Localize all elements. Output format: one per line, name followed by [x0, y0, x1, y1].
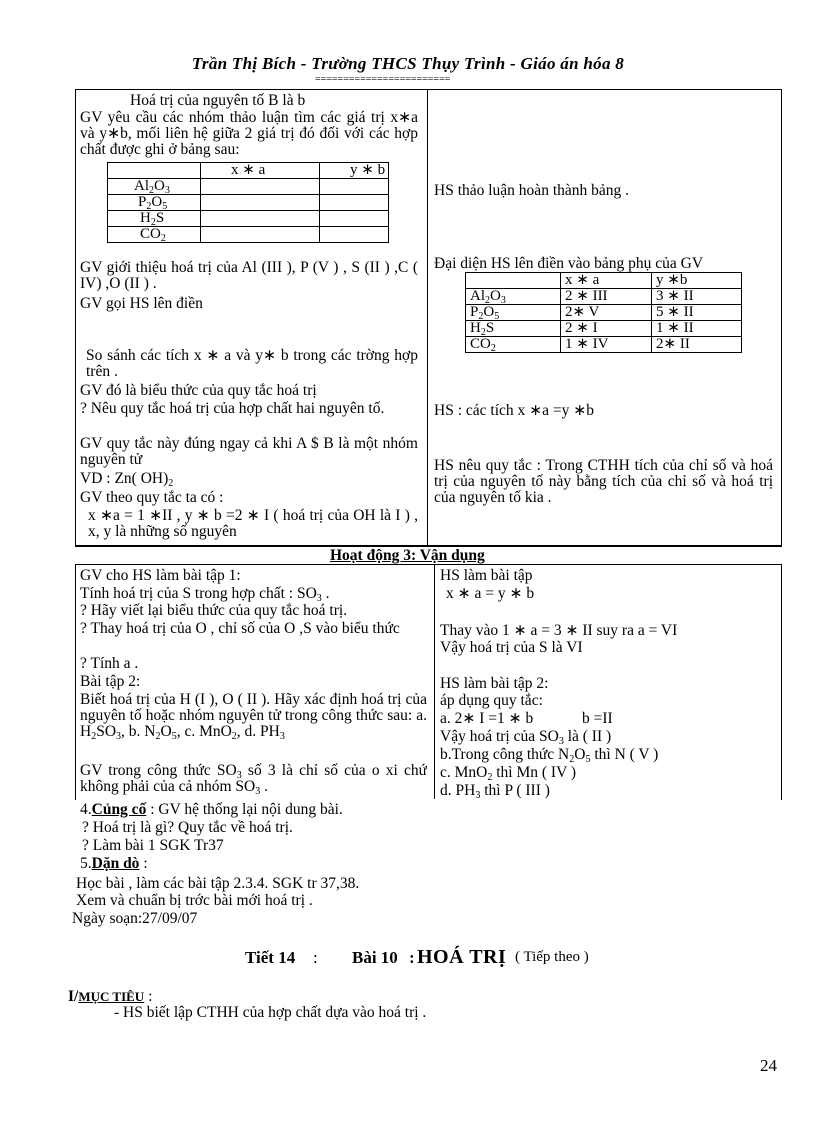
activity-right-line: c. MnO$_2$ thì Mn ( IV )	[440, 764, 577, 783]
filled-table-header: x ∗ a	[561, 273, 652, 289]
objectives-heading	[68, 989, 152, 1005]
filled-table	[465, 272, 742, 353]
activity-left-paragraph: Biết hoá trị của H (I ), O ( II ). Hãy xác định hoá trị của nguyên tố hoặc nhóm nguyên tử trong công thức sau: a. $H_2SO_3$, b. $N_2O_5$, c. MnO$_2$, d. $PH_3$	[80, 691, 427, 742]
heading-rule	[75, 545, 781, 546]
blank-table-header: y ∗ b	[320, 163, 389, 179]
lesson-name: HOÁ TRỊ	[417, 946, 507, 968]
left-line: GV đó là biểu thức của quy tắc hoá trị	[80, 382, 317, 399]
homework-item: Xem và chuẩn bị trớc bài mới hoá trị .	[76, 892, 313, 909]
activity-right-line: Vậy hoá trị của $SO_3$ là ( II )	[440, 728, 612, 747]
left-paragraph: x ∗a = 1 ∗II , y ∗ b =2 ∗ I ( hoá trị của OH là I ) , x, y là những số nguyên	[88, 508, 418, 540]
header-rule: ========================	[315, 74, 451, 85]
activity-left-line: ? Tính a .	[80, 655, 139, 672]
column-divider	[434, 564, 435, 799]
lesson-colon: :	[409, 948, 415, 967]
left-paragraph: GV yêu cầu các nhóm thảo luận tìm các giá trị x∗a và y∗b, mối liên hệ giữa 2 giá trị đó đối với các hợp chất được ghi ở bảng sau:	[80, 109, 418, 158]
homework-item: Học bài , làm các bài tập 2.3.4. SGK tr 37,38.	[76, 875, 360, 892]
lesson-subtitle: ( Tiếp theo )	[515, 949, 589, 965]
objective-item: - HS biết lập CTHH của hợp chất dựa vào hoá trị .	[114, 1004, 427, 1021]
left-paragraph: GV giới thiệu hoá trị của Al (III ), P (V ) , S (II ) ,C ( IV) ,O (II ) .	[80, 259, 418, 292]
right-line: HS : các tích x ∗a =y ∗b	[434, 402, 594, 419]
activity-right-line: Vậy hoá trị của S là VI	[440, 639, 583, 656]
consolidation-label: Củng cố	[91, 801, 147, 818]
table-cell: 5 ∗ II	[652, 305, 742, 321]
compound-cell: $Al_2O_3$	[466, 289, 561, 305]
activity-right-line: d. $PH_3$ thì P ( III )	[440, 783, 550, 800]
activity-right-line: x ∗ a = y ∗ b	[446, 585, 535, 602]
section-number: 5.	[80, 855, 92, 872]
left-paragraph: GV quy tắc này đúng ngay cả khi A $ B là một nhóm nguyên tử	[80, 435, 418, 468]
activity-right-line: Thay vào 1 ∗ a = 3 ∗ II suy ra a = VI	[440, 622, 678, 639]
consolidation-item: ? Hoá trị là gì? Quy tắc về hoá trị.	[82, 819, 293, 836]
activity-left-line: Tính hoá trị của S trong hợp chất : $SO_3$ .	[80, 585, 330, 604]
objectives-colon: :	[144, 988, 153, 1005]
activity-left-line: ? Hãy viết lại biểu thức của quy tắc hoá trị.	[80, 602, 348, 619]
left-paragraph: So sánh các tích x ∗ a và y∗ b trong các trờng hợp trên .	[86, 347, 418, 380]
activity-heading: Hoạt động 3: Vận dụng	[330, 547, 485, 564]
activity-left-line: Bài tập 2:	[80, 673, 141, 690]
blank-table	[107, 162, 389, 243]
activity-left-paragraph: ? Thay hoá trị của O , chỉ số của O ,S vào biểu thức	[80, 620, 400, 637]
consolidation-item: ? Làm bài 1 SGK Tr37	[82, 837, 224, 854]
activity-right-line: HS làm bài tập	[440, 567, 533, 584]
compound-cell: $CO_2$	[108, 227, 201, 243]
activity-right-line: a. 2∗ I =1 ∗ b	[440, 710, 534, 727]
prep-date: Ngày soạn:27/09/07	[72, 910, 198, 927]
consolidation-text: : GV hệ thống lại nội dung bài.	[146, 801, 343, 818]
table-cell: 2∗ II	[652, 337, 742, 353]
homework-colon: :	[139, 855, 148, 872]
blank-table-header: x ∗ a	[201, 163, 320, 179]
compound-cell: $P_2O_5$	[108, 195, 201, 211]
objectives-number: I/	[68, 988, 79, 1005]
left-line: VD : Zn( $OH)_2$	[80, 470, 174, 489]
left-paragraph: ? Nêu quy tắc hoá trị của hợp chất hai nguyên tố.	[80, 400, 385, 417]
compound-cell: $H_2S$	[466, 321, 561, 337]
table-cell: 2∗ V	[561, 305, 652, 321]
homework-heading	[80, 856, 148, 872]
table-cell: 2 ∗ III	[561, 289, 652, 305]
lesson-colon: :	[313, 948, 318, 967]
left-line: GV theo quy tắc ta có :	[80, 489, 224, 506]
table-cell: 3 ∗ II	[652, 289, 742, 305]
activity-right-line: áp dụng quy tắc:	[440, 692, 543, 709]
activity-left-paragraph: GV trong công thức $SO_3$ số 3 là chỉ số của o xi chứ không phải của cả nhóm $SO_3$ .	[80, 763, 427, 797]
activity-right-line: b.Trong công thức $N_2O_5$ thì N ( V )	[440, 746, 659, 765]
consolidation-line	[80, 802, 343, 818]
page-number: 24	[760, 1056, 777, 1075]
compound-cell: $Al_2O_3$	[108, 179, 201, 195]
left-line: Hoá trị của nguyên tố B là b	[130, 92, 306, 109]
column-divider	[427, 89, 428, 547]
compound-cell: $H_2S$	[108, 211, 201, 227]
table-cell: 1 ∗ IV	[561, 337, 652, 353]
right-line: HS thảo luận hoàn thành bảng .	[434, 182, 630, 199]
compound-cell: $CO_2$	[466, 337, 561, 353]
activity-right-line: HS làm bài tập 2:	[440, 675, 549, 692]
section-number: 4.	[80, 801, 92, 818]
table-cell: 2 ∗ I	[561, 321, 652, 337]
lesson-bai: Bài 10	[352, 948, 398, 967]
page-header: Trần Thị Bích - Trường THCS Thụy Trình - Giáo án hóa 8	[191, 54, 625, 73]
left-line: GV gọi HS lên điền	[80, 295, 203, 312]
activity-right-line: b =II	[582, 710, 613, 727]
homework-label: Dặn dò	[91, 855, 140, 872]
right-paragraph: HS nêu quy tắc : Trong CTHH tích của chỉ số và hoá trị của nguyên tố này bằng tích của chỉ số và hoá trị của nguyên tố kia .	[434, 457, 773, 506]
lesson-number: Tiết 14	[245, 948, 296, 967]
compound-cell: $P_2O_5$	[466, 305, 561, 321]
activity-left-line: GV cho HS làm bài tập 1:	[80, 567, 241, 584]
objectives-label: MỤC TIÊU	[78, 989, 145, 1004]
filled-table-header: y ∗b	[652, 273, 742, 289]
right-line: Đại diện HS lên điền vào bảng phụ của GV	[434, 255, 704, 272]
table-cell: 1 ∗ II	[652, 321, 742, 337]
